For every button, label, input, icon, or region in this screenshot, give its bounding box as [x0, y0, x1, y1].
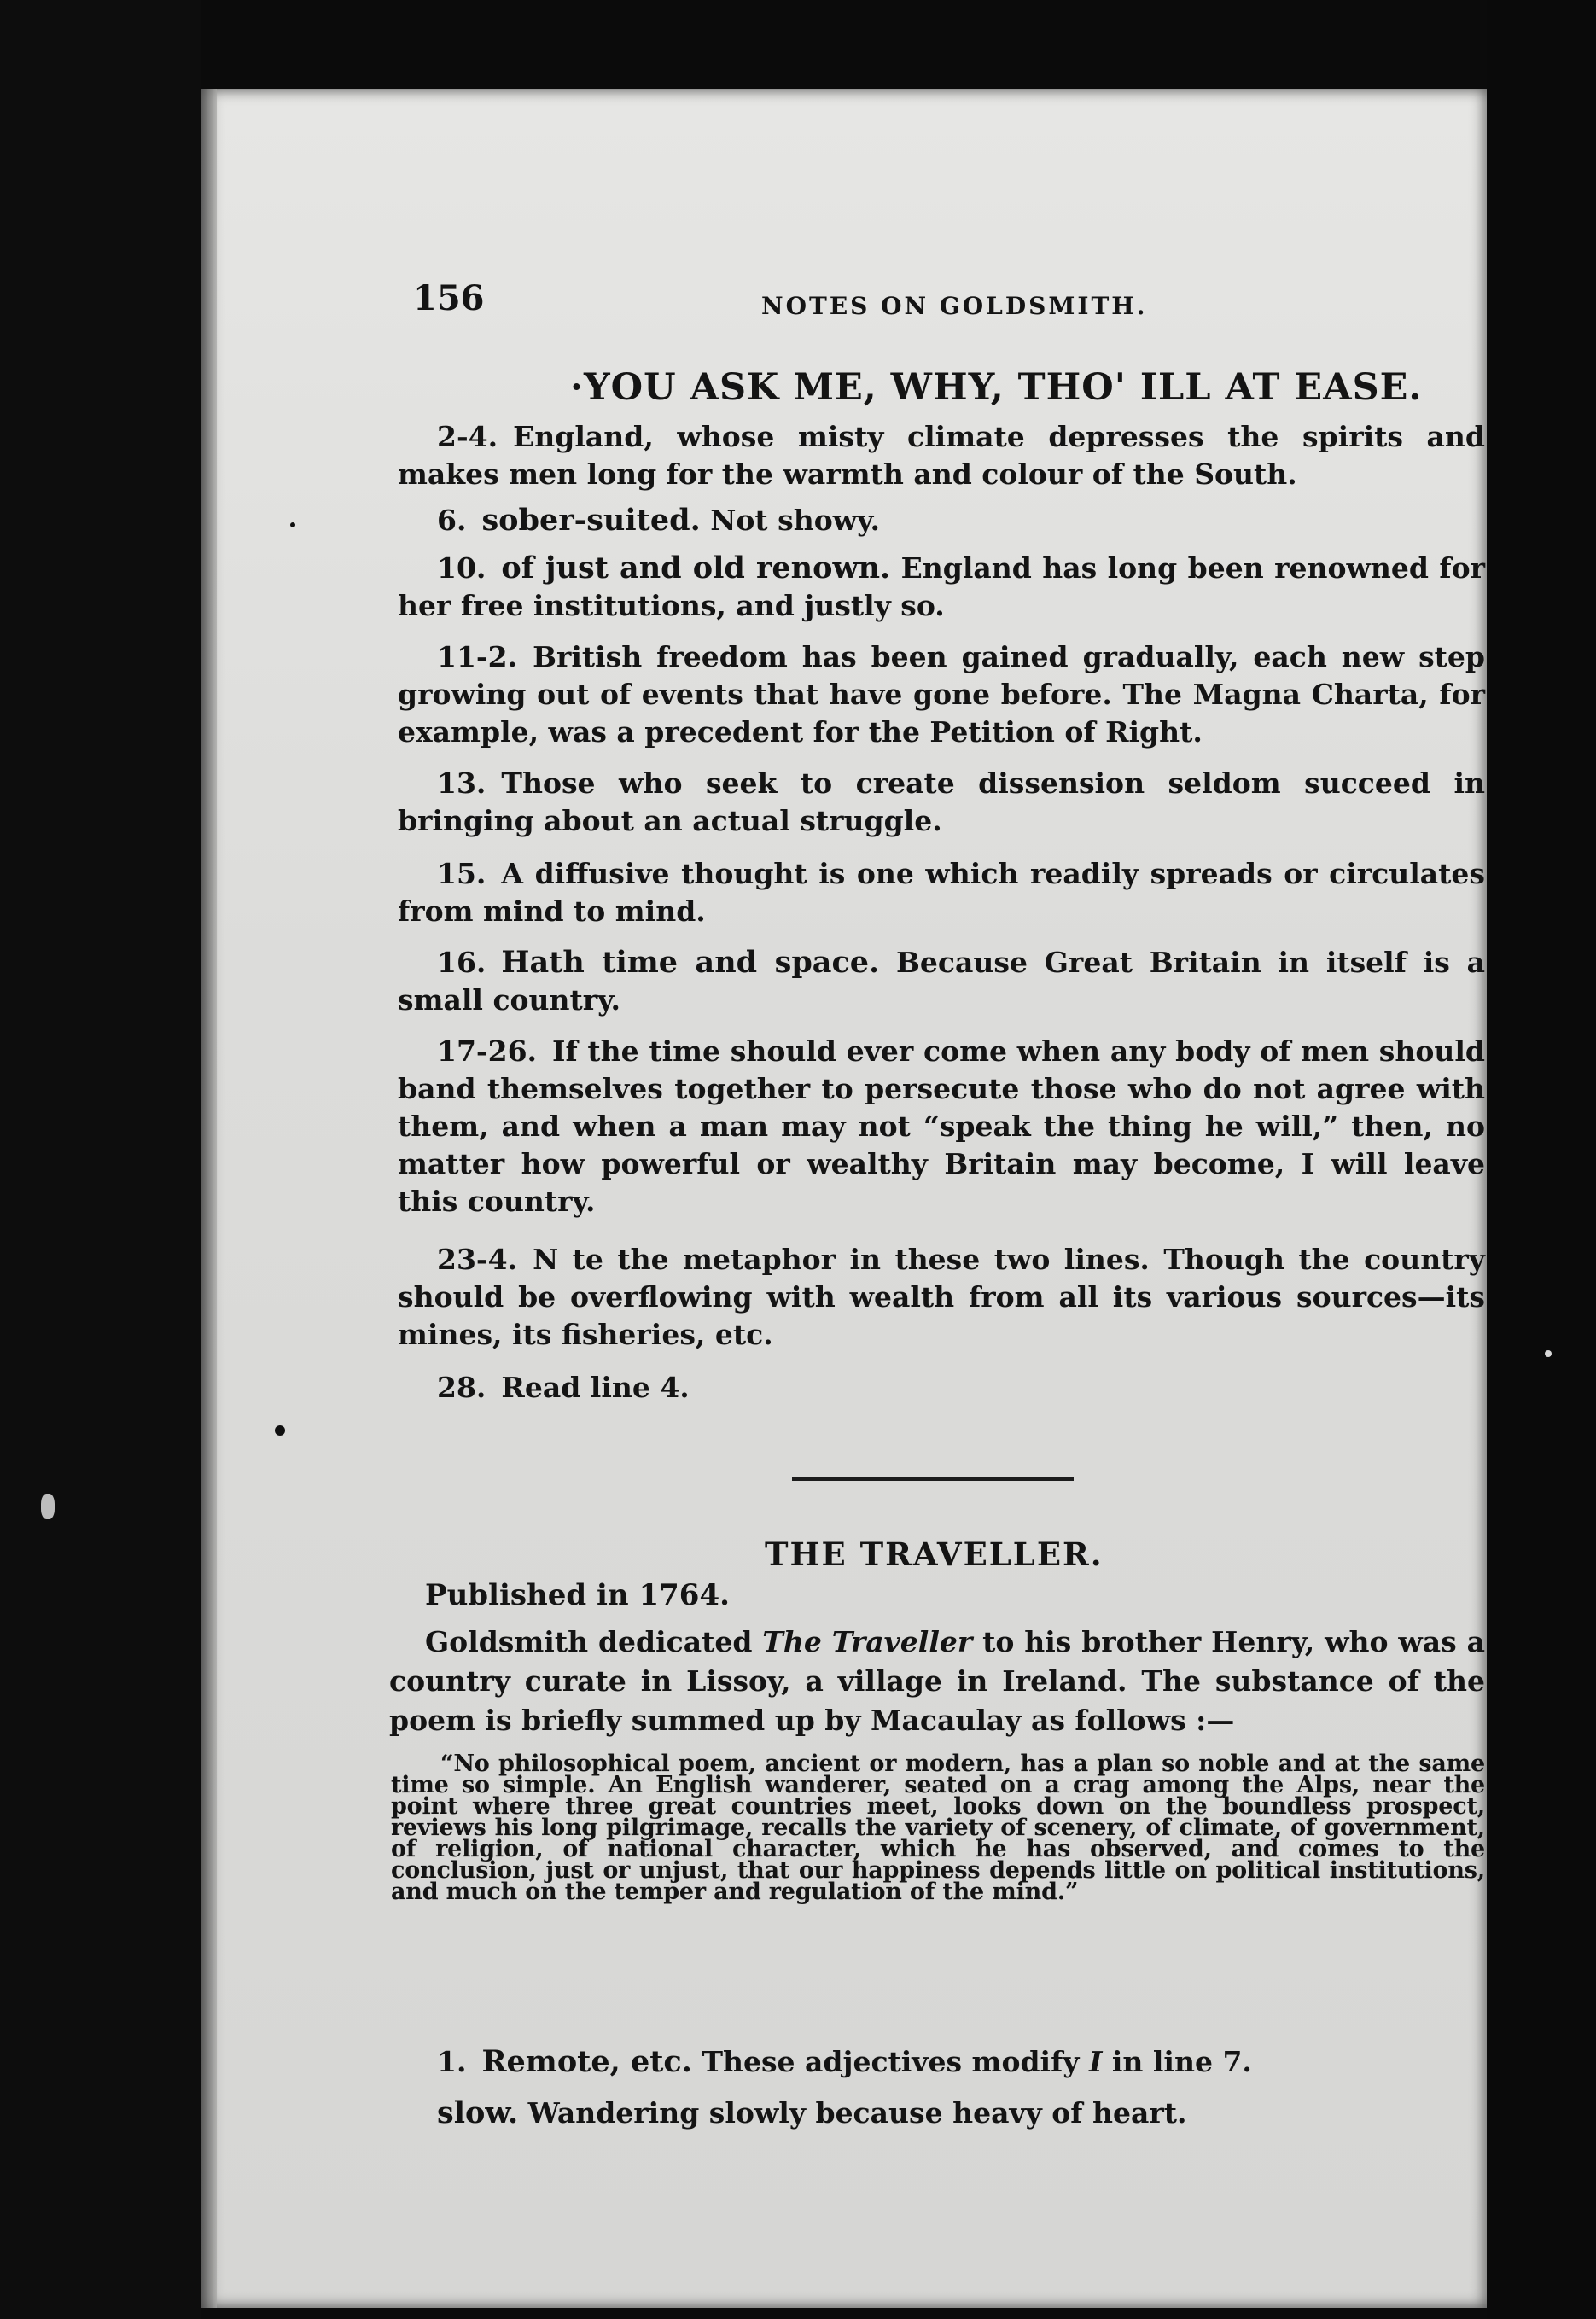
note-text: Not showy. — [710, 504, 881, 537]
note-ref: 6. — [437, 504, 467, 537]
note-text: in line 7. — [1102, 2045, 1252, 2078]
note-16 — [398, 944, 1485, 1019]
running-head: NOTES ON GOLDSMITH. — [761, 292, 1148, 320]
publication-date: Published in 1764. — [425, 1578, 730, 1612]
note-emphasis: I — [1088, 2045, 1103, 2078]
note-10 — [398, 550, 1485, 625]
note-15 — [398, 855, 1485, 930]
macaulay-quote: “No philosophical poem, ancient or modern, has a plan so noble and at the same time so simple. An English wanderer, seated on a crag among the Alps, near the point where three great countries meet, looks down on the boundless prospect, reviews his long pilgrimage, recalls the variety of scenery, of climate, of government, of religion, of national character, which he has observed, and comes to the conclusion, just or unjust, that our happiness depends little on political institutions, and much on the temper and regulation of the mind.” — [391, 1751, 1485, 1905]
note-17-26 — [398, 1033, 1485, 1221]
note-ref: 10. — [437, 551, 486, 585]
note-term: of just and old renown. — [501, 551, 891, 586]
scan-border-left — [0, 0, 201, 2319]
note-11-2 — [398, 638, 1485, 751]
note-23-4 — [398, 1241, 1485, 1354]
note-28 — [398, 1369, 1485, 1407]
page-number: 156 — [413, 278, 485, 318]
note-text: Read line 4. — [501, 1371, 690, 1404]
note-13 — [398, 765, 1485, 840]
note-ref: 28. — [437, 1371, 486, 1404]
section-title-you-ask-me: ·YOU ASK ME, WHY, THO' ILL AT EASE. — [570, 366, 1423, 409]
note-ref: 2-4. — [437, 420, 498, 453]
note-text: If the time should ever come when any body of men should band themselves together to persecute those who do not agree with them, and when a man may not “speak the thing he will,” then, no matter how powerful or wealthy Britain may become, I will leave this country. — [398, 1034, 1485, 1218]
note-ref: 11-2. — [437, 640, 518, 673]
note-ref: 17-26. — [437, 1034, 538, 1068]
note-ref: 16. — [437, 946, 486, 979]
scan-speck — [41, 1494, 55, 1519]
traveller-note-slow — [398, 2095, 1485, 2132]
note-text: Those who seek to create dissension seldom succeed in bringing about an actual struggle. — [398, 766, 1485, 837]
note-ref: 1. — [437, 2045, 467, 2078]
page-content — [201, 89, 1487, 2308]
note-6 — [398, 502, 1485, 539]
scan-speck — [275, 1425, 285, 1436]
work-title: The Traveller — [762, 1625, 973, 1658]
scan-speck — [1545, 1350, 1552, 1357]
intro-text: Goldsmith dedicated — [425, 1625, 763, 1658]
note-text: Wandering slowly because heavy of heart. — [527, 2096, 1187, 2130]
note-text: England has long been renowned for her free institutions, and justly so. — [398, 551, 1485, 622]
note-text: British freedom has been gained gradually, each new step growing out of events that have gone before. The Magna Charta, for example, was a precedent for the Petition of Right. — [398, 640, 1485, 749]
section-title-traveller: THE TRAVELLER. — [765, 1535, 1104, 1573]
note-text: Because Great Britain in itself is a small country. — [398, 946, 1485, 1017]
note-ref: 15. — [437, 857, 486, 890]
note-ref: 23-4. — [437, 1243, 518, 1276]
note-ref: 13. — [437, 766, 486, 800]
intro-text: to his brother Henry, who was a country curate in Lissoy, a village in Ireland. The substance of the poem is briefly summed up by Macaulay as follows :— — [389, 1625, 1485, 1737]
section-divider-rule — [792, 1477, 1074, 1481]
traveller-intro — [389, 1623, 1485, 1740]
note-term: slow. — [437, 2095, 519, 2130]
note-term: Hath time and space. — [501, 945, 880, 980]
note-text: These adjectives modify — [702, 2045, 1089, 2078]
note-2-4 — [398, 418, 1485, 493]
note-term: Remote, etc. — [481, 2044, 692, 2079]
scan-speck — [290, 522, 295, 527]
note-text: A diffusive thought is one which readily spreads or circulates from mind to mind. — [398, 857, 1485, 928]
note-text: England, whose misty climate depresses the spirits and makes men long for the warmth and colour of the South. — [398, 420, 1485, 491]
traveller-note-1 — [398, 2043, 1485, 2081]
note-text: N te the metaphor in these two lines. Though the country should be overflowing with wealth from all its various sources—its mines, its fisheries, etc. — [398, 1243, 1485, 1351]
scan-border-right — [1487, 0, 1596, 2319]
note-term: sober-suited. — [481, 503, 701, 538]
